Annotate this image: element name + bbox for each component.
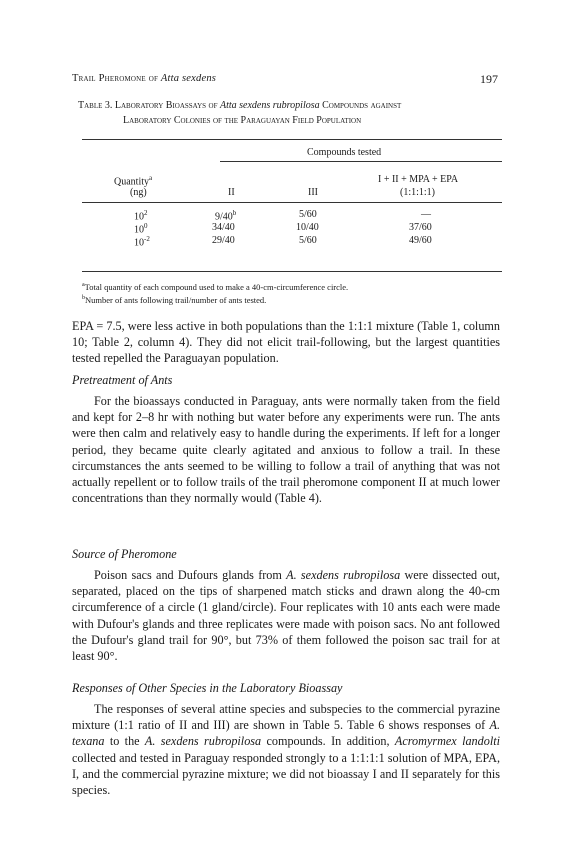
running-head [72, 73, 498, 87]
col-header-unit: (ng) [130, 187, 147, 198]
running-head-title: Trail Pheromone of Atta sexdens [72, 73, 217, 84]
col-header-ii: II [228, 187, 235, 198]
paragraph-responses: The responses of several attine species and subspecies to the commercial pyrazine mixture (1:1 ratio of II and III) are shown in Table 5. Table 6 shows responses of A. texana to the A. sexdens rubropilosa compounds. In addition, Acromyrmex landolti collected and tested in Paraguay responded strongly to a 1:1:1:1 solution of MPA, EPA, I, and the commercial pyrazine mixture; we did not bioassay I and II separately for this species. [72, 702, 500, 798]
ii-cell: 34/40 [212, 222, 235, 233]
quantity-cell: $10^0$ [134, 222, 148, 236]
table-bottom-rule [82, 271, 502, 272]
table-label: Table 3. [78, 100, 113, 111]
table-caption: Table 3. Laboratory Bioassays of Atta sexdens rubropilosa Compounds against Laboratory Colonies of the Paraguayan Field Population [78, 98, 518, 128]
section-heading-source: Source of Pheromone [72, 547, 177, 561]
header-rule [82, 202, 502, 203]
table-footnotes [82, 280, 512, 306]
table-caption-line2: Laboratory Colonies of the Paraguayan Field Population [123, 115, 362, 126]
col-header-ratio: (1:1:1:1) [400, 187, 435, 198]
section-heading-responses: Responses of Other Species in the Laboratory Bioassay [72, 681, 343, 695]
paragraph-pretreatment: For the bioassays conducted in Paraguay, ants were normally taken from the field and kept for 2–8 hr with nothing but water before any experiments were run. The ants were then calm and relatively easy to handle during the experiments. If left for a longer period, they became quite clearly agitated and anxious to follow a trail. In these circumstances the ants seemed to be willing to follow a trail of anything that was not actually repellent or to follow trails of the trail pheromone component II at much lower concentrations than they normally would (Table 4). [72, 394, 500, 506]
quantity-cell: $10^2$ [134, 209, 148, 223]
ii-cell: 9/40$^b$ [215, 209, 237, 223]
mixture-cell: 37/60 [409, 222, 432, 233]
ii-cell: 29/40 [212, 235, 235, 246]
quantity-cell: $10^{-2}$ [134, 235, 150, 249]
group-header: Compounds tested [307, 147, 382, 158]
continued-paragraph: EPA = 7.5, were less active in both populations than the 1:1:1 mixture (Table 1, column 10; Table 2, column 4). They did not elicit trail-following, but the largest quantities tested repelled the Paraguayan population. [72, 319, 500, 366]
iii-cell: 10/40 [296, 222, 319, 233]
col-header-mixture: I + II + MPA + EPA [378, 174, 459, 185]
footnote-b: $^b$Number of ants following trail/number of ants tested. [82, 294, 267, 305]
mixture-cell: 49/60 [409, 235, 432, 246]
col-header-iii: III [308, 187, 318, 198]
iii-cell: 5/60 [299, 209, 317, 220]
paragraph-source: Poison sacs and Dufours glands from A. sexdens rubropilosa were dissected out, separated, placed on the tips of sharpened match sticks and drawn along the 40-cm circumference of a circle (1 gland/circle). Four replicates with 10 ants each were made with Dufour's glands and three replicates were made with poison sacs. No ant followed the Dufour's gland trail for 90°, but 73% of them followed the poison sac trail for at least 90°. [72, 568, 500, 664]
table-top-rule [82, 139, 502, 140]
footnote-a: $^a$Total quantity of each compound used to make a 40-cm-circumference circle. [82, 281, 349, 292]
group-header-rule [220, 161, 502, 162]
mixture-cell: — [421, 209, 431, 220]
data-table [82, 147, 502, 277]
iii-cell: 5/60 [299, 235, 317, 246]
col-header-quantity: Quantity$^a$ [114, 174, 153, 188]
section-heading-pretreatment: Pretreatment of Ants [72, 373, 173, 387]
page-number: 197 [480, 72, 498, 86]
